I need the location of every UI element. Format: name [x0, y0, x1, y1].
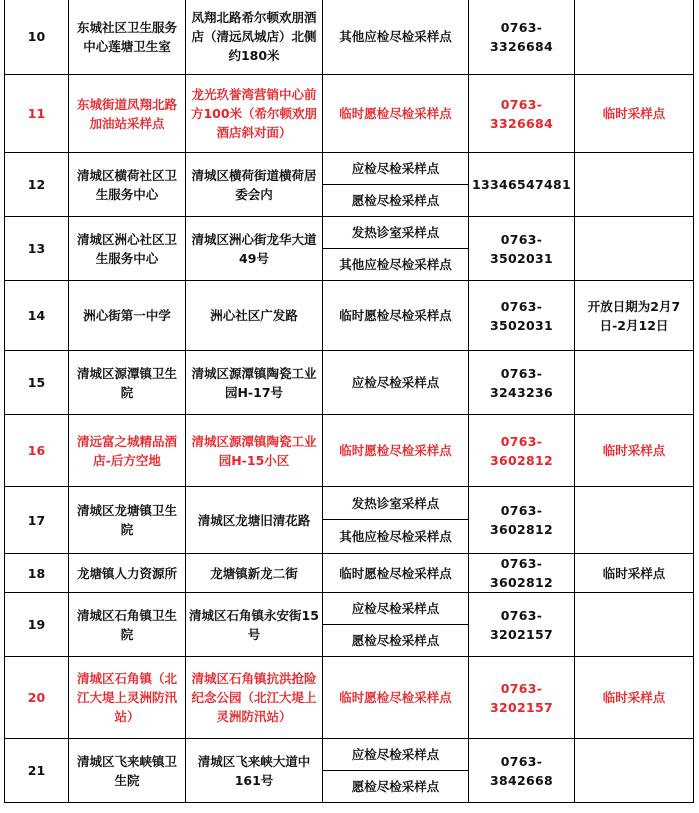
- contact-phone: 0763-3243236: [469, 351, 575, 415]
- table-row: [5, 739, 694, 771]
- table-row: [5, 75, 694, 153]
- site-note: 临时采样点: [575, 75, 694, 153]
- site-address: 清城区源潭镇陶瓷工业园H-15小区: [186, 415, 323, 487]
- row-number: 20: [5, 657, 69, 739]
- contact-phone: 0763-3502031: [469, 281, 575, 351]
- site-note: 开放日期为2月7日-2月12日: [575, 281, 694, 351]
- site-address: 凤翔北路希尔顿欢朋酒店（清远凤城店）北侧约180米: [186, 0, 323, 75]
- site-note: [575, 0, 694, 75]
- row-number: 10: [5, 0, 69, 75]
- site-name: 东城街道凤翔北路加油站采样点: [69, 75, 186, 153]
- site-name: 清城区横荷社区卫生服务中心: [69, 153, 186, 217]
- table-row: [5, 554, 694, 593]
- sampling-sites-table: [4, 0, 694, 803]
- site-address: 清城区洲心街龙华大道49号: [186, 217, 323, 281]
- site-name: 清城区源潭镇卫生院: [69, 351, 186, 415]
- row-number: 17: [5, 487, 69, 554]
- site-note: [575, 593, 694, 657]
- site-note: 临时采样点: [575, 657, 694, 739]
- sampling-type: 其他应检尽检采样点: [323, 0, 469, 75]
- table-row: [5, 593, 694, 625]
- row-number: 14: [5, 281, 69, 351]
- contact-phone: 0763-3326684: [469, 75, 575, 153]
- site-address: 清城区石角镇抗洪抢险纪念公园（北江大堤上灵洲防汛站）: [186, 657, 323, 739]
- sampling-type: 愿检尽检采样点: [323, 185, 469, 217]
- row-number: 19: [5, 593, 69, 657]
- site-address: 清城区龙塘旧清花路: [186, 487, 323, 554]
- sampling-type: 临时愿检尽检采样点: [323, 657, 469, 739]
- site-name: 清城区洲心社区卫生服务中心: [69, 217, 186, 281]
- sampling-type: 其他应检尽检采样点: [323, 249, 469, 281]
- sampling-type: 发热诊室采样点: [323, 217, 469, 249]
- table-row: [5, 281, 694, 351]
- site-address: 清城区石角镇永安街15号: [186, 593, 323, 657]
- sampling-type: 临时愿检尽检采样点: [323, 554, 469, 593]
- site-name: 清城区飞来峡镇卫生院: [69, 739, 186, 803]
- site-note: [575, 487, 694, 554]
- row-number: 18: [5, 554, 69, 593]
- table-body: [5, 0, 694, 803]
- sampling-type: 临时愿检尽检采样点: [323, 281, 469, 351]
- contact-phone: 0763-3842668: [469, 739, 575, 803]
- site-address: 清城区横荷街道横荷居委会内: [186, 153, 323, 217]
- contact-phone: 0763-3602812: [469, 487, 575, 554]
- table-row: [5, 0, 694, 75]
- site-name: 东城社区卫生服务中心莲塘卫生室: [69, 0, 186, 75]
- contact-phone: 0763-3602812: [469, 415, 575, 487]
- contact-phone: 0763-3326684: [469, 0, 575, 75]
- site-address: 洲心社区广发路: [186, 281, 323, 351]
- site-note: [575, 153, 694, 217]
- row-number: 12: [5, 153, 69, 217]
- site-name: 清城区石角镇卫生院: [69, 593, 186, 657]
- contact-phone: 0763-3202157: [469, 593, 575, 657]
- site-address: 龙塘镇新龙二街: [186, 554, 323, 593]
- site-note: [575, 217, 694, 281]
- sampling-type: 应检尽检采样点: [323, 153, 469, 185]
- site-name: 清城区石角镇（北江大堤上灵洲防汛站）: [69, 657, 186, 739]
- site-note: [575, 739, 694, 803]
- contact-phone: 0763-3502031: [469, 217, 575, 281]
- contact-phone: 0763-3202157: [469, 657, 575, 739]
- site-address: 清城区飞来峡大道中161号: [186, 739, 323, 803]
- sampling-type: 应检尽检采样点: [323, 351, 469, 415]
- table-row: [5, 487, 694, 520]
- sampling-type: 愿检尽检采样点: [323, 625, 469, 657]
- site-address: 龙光玖誉湾营销中心前方100米（希尔顿欢朋酒店斜对面）: [186, 75, 323, 153]
- table-row: [5, 351, 694, 415]
- sampling-type: 愿检尽检采样点: [323, 771, 469, 803]
- sampling-type: 应检尽检采样点: [323, 739, 469, 771]
- sampling-type: 其他应检尽检采样点: [323, 520, 469, 554]
- sampling-type: 应检尽检采样点: [323, 593, 469, 625]
- table-row: [5, 415, 694, 487]
- row-number: 11: [5, 75, 69, 153]
- site-note: 临时采样点: [575, 415, 694, 487]
- site-name: 龙塘镇人力资源所: [69, 554, 186, 593]
- sampling-type: 发热诊室采样点: [323, 487, 469, 520]
- row-number: 21: [5, 739, 69, 803]
- row-number: 15: [5, 351, 69, 415]
- table-row: [5, 657, 694, 739]
- sampling-type: 临时愿检尽检采样点: [323, 75, 469, 153]
- site-note: 临时采样点: [575, 554, 694, 593]
- table-row: [5, 217, 694, 249]
- contact-phone: 0763-3602812: [469, 554, 575, 593]
- contact-phone: 13346547481: [469, 153, 575, 217]
- site-name: 清城区龙塘镇卫生院: [69, 487, 186, 554]
- site-name: 洲心街第一中学: [69, 281, 186, 351]
- site-address: 清城区源潭镇陶瓷工业园H-17号: [186, 351, 323, 415]
- sampling-type: 临时愿检尽检采样点: [323, 415, 469, 487]
- row-number: 13: [5, 217, 69, 281]
- row-number: 16: [5, 415, 69, 487]
- site-note: [575, 351, 694, 415]
- site-name: 清远富之城精品酒店-后方空地: [69, 415, 186, 487]
- table-row: [5, 153, 694, 185]
